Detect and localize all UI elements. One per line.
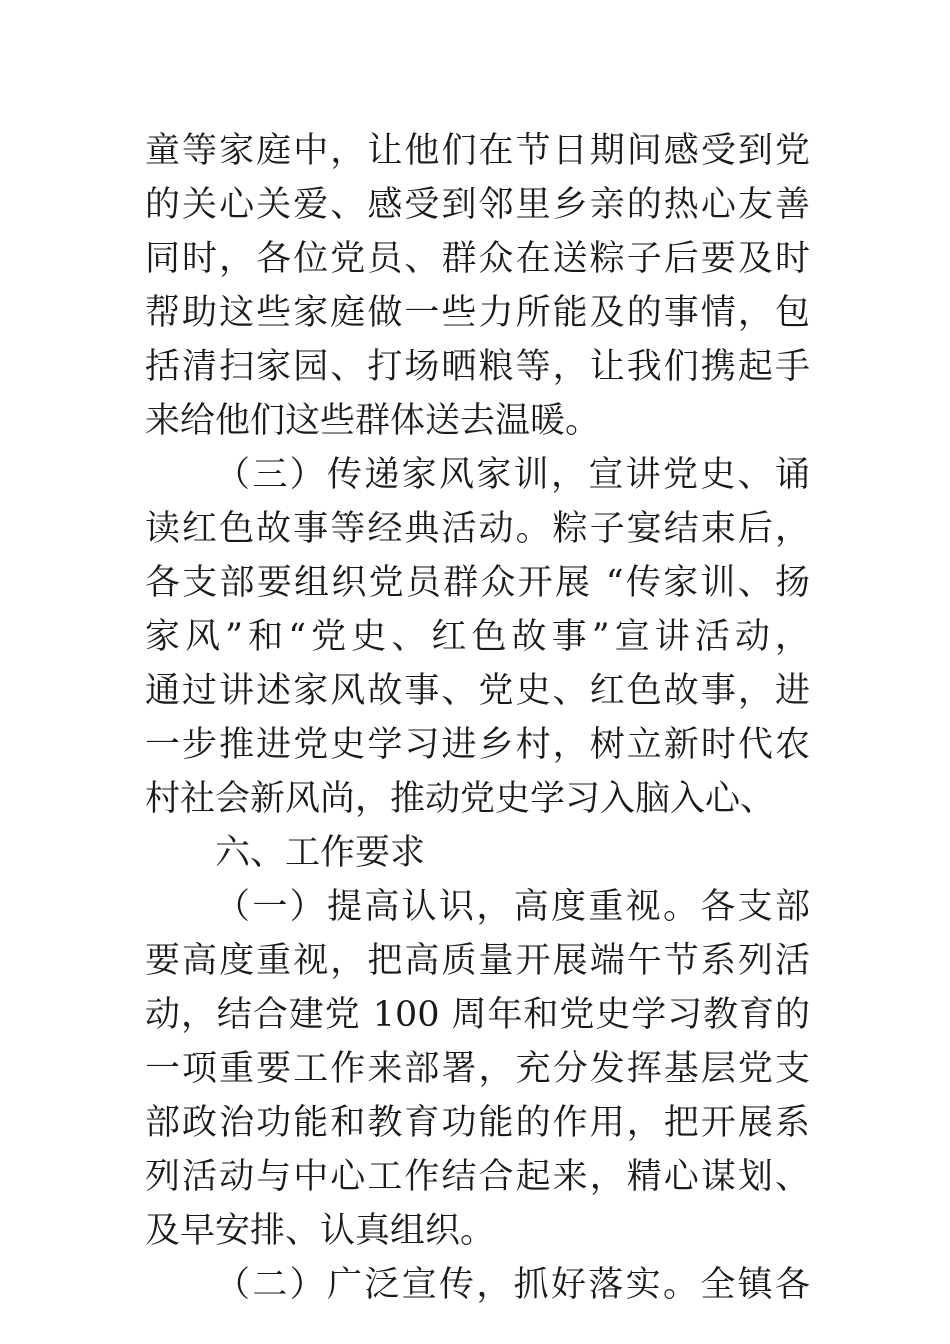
text-line: 通过讲述家风故事、党史、红色故事，进 — [145, 671, 810, 711]
paragraph-1 — [145, 124, 810, 448]
text-line: 家风”和“党史、红色故事”宣讲活动， — [145, 617, 810, 657]
text-line: 各支部要组织党员群众开展 “传家训、扬 — [145, 563, 810, 603]
section-heading — [145, 826, 810, 880]
text-line: 童等家庭中，让他们在节日期间感受到党 — [145, 131, 810, 171]
paragraph-4 — [145, 880, 810, 1258]
text-line: 及早安排、认真组织。 — [145, 1211, 496, 1251]
text-line: 读红色故事等经典活动。粽子宴结束后， — [145, 509, 810, 549]
text-line: （二）广泛宣传，抓好落实。全镇各 — [215, 1265, 810, 1305]
text-line: 要高度重视，把高质量开展端午节系列活 — [145, 941, 810, 981]
text-line: （三）传递家风家训，宣讲党史、诵 — [215, 455, 810, 495]
text-line: 来给他们这些群体送去温暖。 — [145, 401, 601, 441]
text-line: 列活动与中心工作结合起来，精心谋划、 — [145, 1157, 810, 1197]
text-line: 一步推进党史学习进乡村，树立新时代农 — [145, 725, 810, 765]
text-line: 一项重要工作来部署，充分发挥基层党支 — [145, 1049, 810, 1089]
heading-text: 六、工作要求 — [215, 833, 426, 873]
text-line: 部政治功能和教育功能的作用，把开展系 — [145, 1103, 810, 1143]
text-line: 村社会新风尚，推动党史学习入脑入心、 — [145, 779, 776, 819]
text-line: 动，结合建党 100 周年和党史学习教育的 — [145, 995, 810, 1035]
text-line: 括清扫家园、打场晒粮等，让我们携起手 — [145, 347, 810, 387]
text-line: 的关心关爱、感受到邻里乡亲的热心友善 — [145, 185, 810, 225]
text-line: （一）提高认识，高度重视。各支部 — [215, 887, 810, 927]
paragraph-2 — [145, 448, 810, 826]
paragraph-5 — [145, 1258, 810, 1312]
text-line: 帮助这些家庭做一些力所能及的事情，包 — [145, 293, 810, 333]
text-line: 同时，各位党员、群众在送粽子后要及时 — [145, 239, 810, 279]
document-body — [145, 124, 810, 1312]
